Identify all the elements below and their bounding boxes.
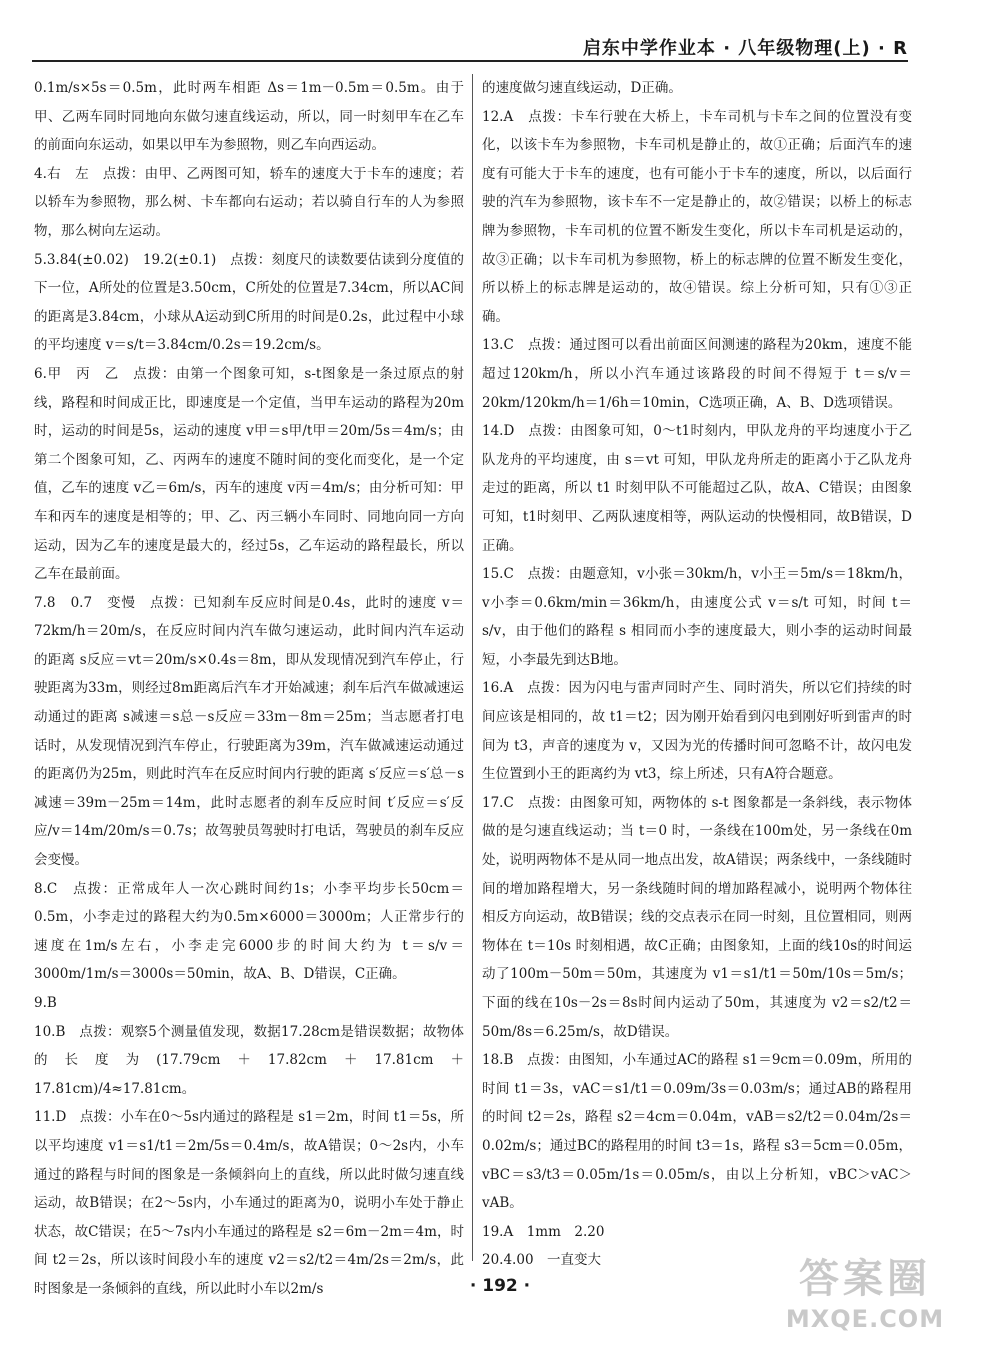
answer-paragraph: 12.A 点拨：卡车行驶在大桥上，卡车司机与卡车之间的位置没有变化，以该卡车为参照物，卡车司机是静止的，故①正确；后面汽车的速度有可能大于卡车的速度，也有可能小于卡车的速度，所以，以后面行驶的汽车为参照物，该卡车不一定是静止的，故②错误；以桥上的标志牌为参照物，卡车司机的位置不断发生变化，所以卡车司机是运动的，故③正确；以卡车司机为参照物，桥上的标志牌的位置不断发生变化，所以桥上的标志牌是运动的，故④错误。综上分析可知，只有①③正确。 xyxy=(482,108,912,325)
answer-paragraph: 4.右 左 点拨：由甲、乙两图可知，轿车的速度大于卡车的速度；若以轿车为参照物，那么树、卡车都向右运动；若以骑自行车的人为参照物，那么树向左运动。 xyxy=(34,165,464,239)
left-column xyxy=(34,74,464,1297)
answer-paragraph: 18.B 点拨：由图知，小车通过AC的路程 s1＝9cm＝0.09m，所用的时间 t1＝3s，vAC＝s1/t1＝0.09m/3s＝0.03m/s；通过AB的路程用的时间 t2＝2s，路程 s2＝4cm＝0.04m，vAB＝s2/t2＝0.04m/2s＝0.02m/s；通过BC的路程用的时间 t3＝1s，路程 s3＝5cm＝0.05m，vBC＝s3/t3＝0.05m/1s＝0.05m/s，由以上分析知，vBC＞vAC＞vAB。 xyxy=(482,1052,912,1212)
answer-paragraph: 16.A 点拨：因为闪电与雷声同时产生、同时消失，所以它们持续的时间应该是相同的，故 t1＝t2；因为刚开始看到闪电到刚好听到雷声的时间为 t3，声音的速度为 v，又因为光的传播时间可忽略不计，故闪电发生位置到小王的距离约为 vt3，综上所述，只有A符合题意。 xyxy=(482,680,912,783)
column-divider xyxy=(472,74,473,1261)
answer-paragraph: 0.1m/s×5s＝0.5m，此时两车相距 Δs＝1m－0.5m＝0.5m。由于甲、乙两车同时同地向东做匀速直线运动，所以，同一时刻甲车在乙车的前面向东运动，如果以甲车为参照物，则乙车向西运动。 xyxy=(34,80,464,154)
book-title: 启东中学作业本 · 八年级物理(上) · R xyxy=(582,38,908,59)
answer-paragraph: 17.C 点拨：由图象可知，两物体的 s-t 图象都是一条斜线，表示物体做的是匀速直线运动；当 t＝0 时，一条线在100m处，另一条线在0m处，说明两物体不是从同一地点出发，故A错误；两条线中，一条线随时间的增加路程增大，另一条线随时间的增加路程减小，说明两个物体往相反方向运动，故B错误；线的交点表示在同一时刻，且位置相同，则两物体在 t＝10s 时刻相遇，故C正确；由图象知，上面的线10s的时间运动了100m－50m＝50m，其速度为 v1＝s1/t1＝50m/10s＝5m/s；下面的线在10s－2s＝8s时间内运动了50m，其速度为 v2＝s2/t2＝50m/8s＝6.25m/s，故D错误。 xyxy=(482,794,912,1040)
watermark-url: MXQE.COM xyxy=(785,1305,945,1333)
page-number: · 192 · xyxy=(469,1276,531,1296)
answer-paragraph: 20.4.00 一直变大 xyxy=(482,1252,602,1269)
watermark-logo xyxy=(760,1253,970,1343)
page-header xyxy=(32,30,908,62)
answer-paragraph: 5.3.84(±0.02) 19.2(±0.1) 点拨：刻度尺的读数要估读到分度值的下一位，A所处的位置是3.50cm，C所处的位置是7.34cm，所以AC间的距离是3.84cm，小球从A运动到C所用的时间是0.2s，此过程中小球的平均速度 v＝s/t＝3.84cm/0.2s＝19.2cm/s。 xyxy=(34,251,464,354)
answer-paragraph: 19.A 1mm 2.20 xyxy=(482,1223,605,1240)
answer-paragraph: 9.B xyxy=(34,995,57,1011)
watermark-logo-text: 答案圈 xyxy=(799,1256,931,1302)
answer-paragraph: 7.8 0.7 变慢 点拨：已知刹车反应时间是0.4s，此时的速度 v＝72km/h＝20m/s，在反应时间内汽车做匀速运动，此时间内汽车运动的距离 s反应＝vt＝20m/s×0.4s＝8m，即从发现情况到汽车停止，行驶距离为33m，则经过8m距离后汽车才开始减速；刹车后汽车做减速运动通过的距离 s减速＝s总－s反应＝33m－8m＝25m；当志愿者打电话时，从发现情况到汽车停止，行驶距离为39m，汽车做减速运动通过的距离仍为25m，则此时汽车在反应时间内行驶的距离 s′反应＝s′总－s减速＝39m－25m＝14m，此时志愿者的刹车反应时间 t′反应＝s′反应/v＝14m/20m/s＝0.7s；故驾驶员驾驶时打电话，驾驶员的刹车反应会变慢。 xyxy=(34,594,464,869)
answer-paragraph: 10.B 点拨：观察5个测量值发现，数据17.28cm是错误数据；故物体的长度为(17.79cm＋17.82cm＋17.81cm＋17.81cm)/4≈17.81cm。 xyxy=(34,1023,464,1097)
answer-paragraph: 8.C 点拨：正常成年人一次心跳时间约1s；小李平均步长50cm＝0.5m，小李走过的路程大约为0.5m×6000＝3000m；人正常步行的速度在1m/s左右，小李走完6000步的时间大约为 t＝s/v＝3000m/1m/s＝3000s＝50min，故A、B、D错误，C正确。 xyxy=(34,880,464,983)
answer-paragraph: 6.甲 丙 乙 点拨：由第一个图象可知，s-t图象是一条过原点的射线，路程和时间成正比，即速度是一个定值，当甲车运动的路程为20m时，运动的时间是5s，运动的速度 v甲＝s甲/t甲＝20m/5s＝4m/s；由第二个图象可知，乙、丙两车的速度不随时间的变化而变化，是一个定值，乙车的速度 v乙＝6m/s，丙车的速度 v丙＝4m/s；由分析可知：甲车和丙车的速度是相等的；甲、乙、丙三辆小车同时、同地向同一方向运动，因为乙车的速度是最大的，经过5s，乙车运动的路程最长，所以乙车在最前面。 xyxy=(34,365,464,583)
answer-paragraph: 14.D 点拨：由图象可知，0～t1时刻内，甲队龙舟的平均速度小于乙队龙舟的平均速度，由 s＝vt 可知，甲队龙舟所走的距离小于乙队龙舟走过的距离，所以 t1 时刻甲队不可能超过乙队，故A、C错误；由图象可知，t1时刻甲、乙两队速度相等，两队运动的快慢相同，故B错误，D正确。 xyxy=(482,423,912,554)
answer-paragraph: 的速度做匀速直线运动，D正确。 xyxy=(482,80,682,96)
answer-paragraph: 11.D 点拨：小车在0～5s内通过的路程是 s1＝2m，时间 t1＝5s，所以平均速度 v1＝s1/t1＝2m/5s＝0.4m/s，故A错误；0～2s内，小车通过的路程与时间的图象是一条倾斜向上的直线，所以此时做匀速直线运动，故B错误；在2～5s内，小车通过的距离为0，说明小车处于静止状态，故C错误；在5～7s内小车通过的路程是 s2＝6m－2m＝4m，时间 t2＝2s，所以该时间段小车的速度 v2＝s2/t2＝4m/2s＝2m/s，此时图象是一条倾斜的直线，所以此时小车以2m/s xyxy=(34,1109,464,1297)
answer-paragraph: 15.C 点拨：由题意知，v小张＝30km/h，v小王＝5m/s＝18km/h，v小李＝0.6km/min＝36km/h，由速度公式 v＝s/t 可知，时间 t＝s/v，由于他们的路程 s 相同而小李的速度最大，则小李的运动时间最短，小李最先到达B地。 xyxy=(482,566,912,668)
answer-paragraph: 13.C 点拨：通过图可以看出前面区间测速的路程为20km，速度不能超过120km/h，所以小汽车通过该路段的时间不得短于 t＝s/v＝20km/120km/h＝1/6h＝10min，C选项正确，A、B、D选项错误。 xyxy=(482,337,912,411)
right-column xyxy=(482,74,912,1269)
